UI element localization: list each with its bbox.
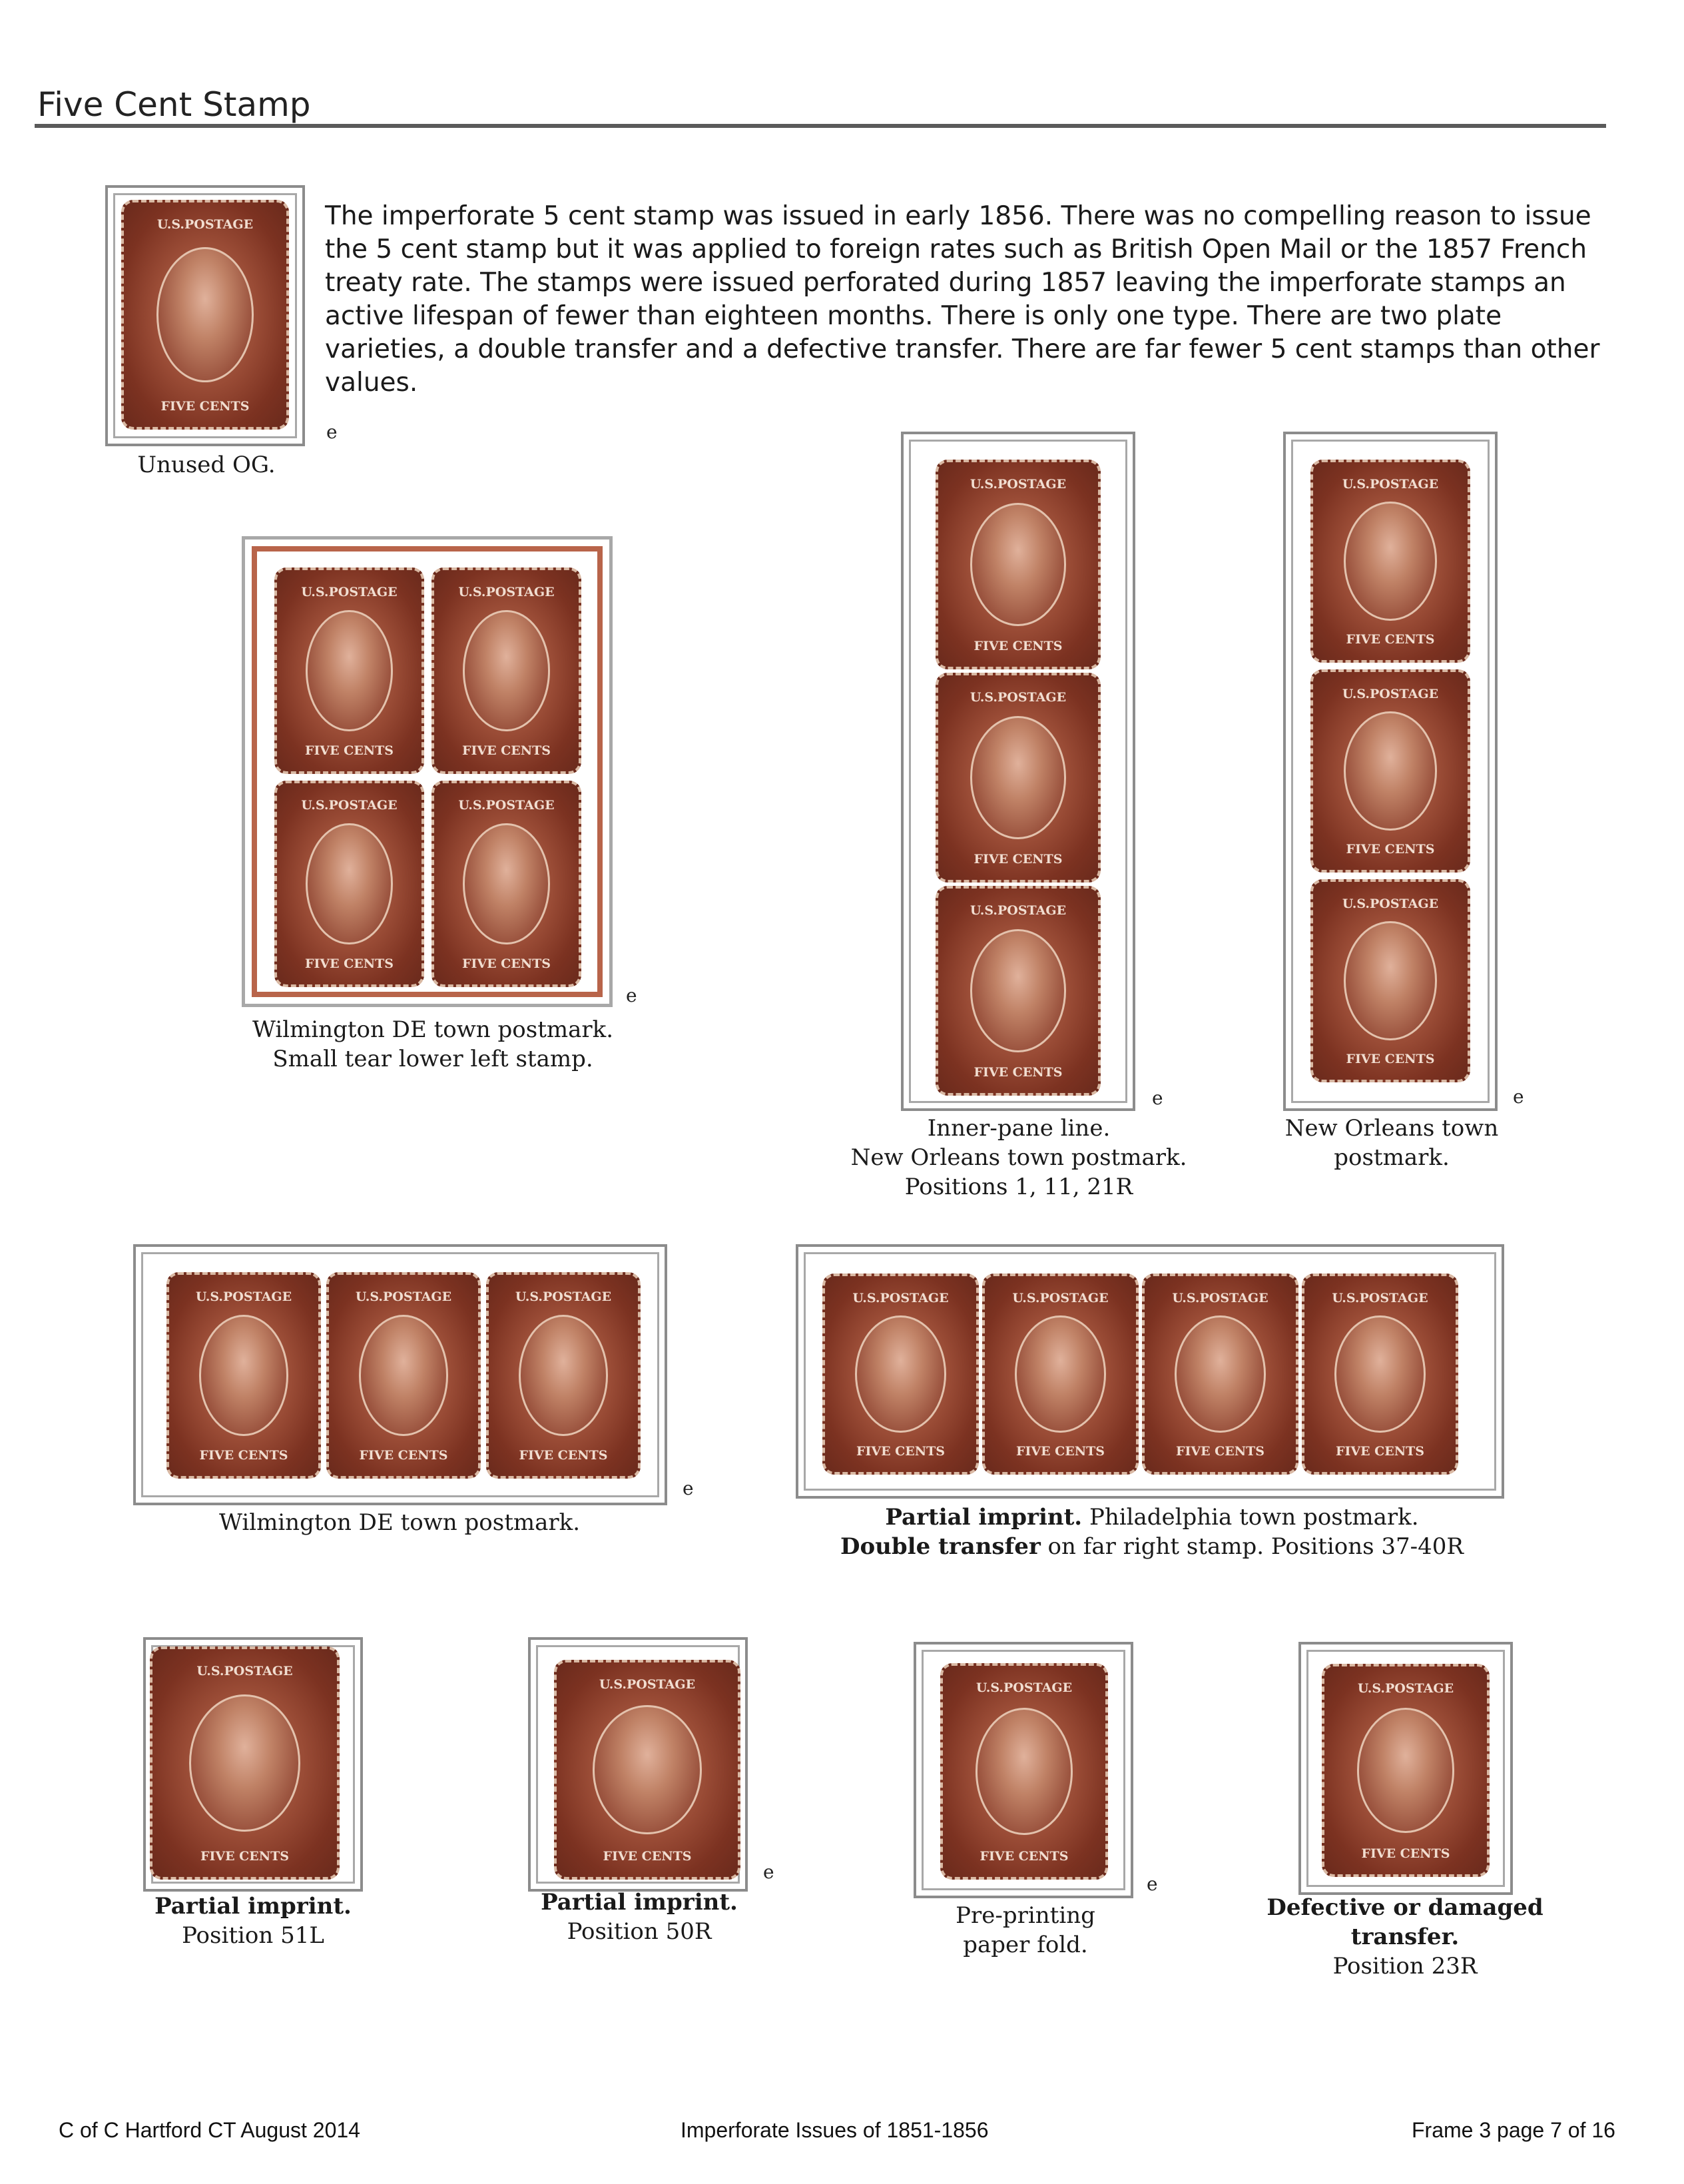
portrait-oval — [1175, 1315, 1265, 1433]
stamp-label-top: U.S.POSTAGE — [1357, 1681, 1454, 1696]
strip-phil-stamp-3 — [1142, 1274, 1298, 1475]
stamp-label-top: U.S.POSTAGE — [1012, 1291, 1109, 1305]
stamp-label-bottom: FIVE CENTS — [1346, 632, 1435, 647]
single-23r-bold2: transfer. — [1350, 1924, 1460, 1950]
stamp-label-bottom: FIVE CENTS — [974, 639, 1063, 653]
portrait-oval — [1344, 502, 1436, 620]
block-stamp-bl — [274, 781, 424, 987]
block-stamp-tl — [274, 567, 424, 774]
stamp-label-bottom: FIVE CENTS — [160, 399, 250, 414]
portrait-oval — [306, 823, 392, 944]
stamp-label-top: U.S.POSTAGE — [1342, 897, 1439, 911]
stamp-label-top: U.S.POSTAGE — [156, 217, 254, 232]
strip-inner-stamp-1 — [936, 460, 1101, 669]
stamp-label-top: U.S.POSTAGE — [970, 477, 1067, 492]
stamp-label-bottom: FIVE CENTS — [199, 1448, 288, 1463]
single-23r-stamp — [1322, 1664, 1490, 1877]
strip-phil-stamp-2 — [982, 1274, 1139, 1475]
strip-phil-caption-line1 — [786, 1503, 1518, 1532]
footer-left: C of C Hartford CT August 2014 — [59, 2118, 360, 2142]
portrait-oval — [970, 716, 1066, 839]
strip-phil-caption-line2 — [786, 1532, 1518, 1561]
stamp-label-top: U.S.POSTAGE — [195, 1289, 292, 1304]
stamp-label-bottom: FIVE CENTS — [1335, 1444, 1425, 1459]
portrait-oval — [156, 247, 254, 382]
strip-wilm-stamp-3 — [486, 1272, 641, 1479]
portrait-oval — [1334, 1315, 1425, 1433]
portrait-oval — [970, 929, 1066, 1052]
stamp-label-bottom: FIVE CENTS — [461, 743, 551, 758]
unused-caption — [100, 450, 313, 480]
single-50r-e-mark: e — [763, 1861, 774, 1883]
strip-wilm-stamp-1 — [166, 1272, 321, 1479]
stamp-label-bottom: FIVE CENTS — [603, 1849, 692, 1864]
stamp-label-bottom: FIVE CENTS — [1175, 1444, 1265, 1459]
intro-paragraph: The imperforate 5 cent stamp was issued in early 1856. There was no compelling reason to issue the 5 cent stamp but it was applied to foreign rates such as British Open Mail or the 1857 French treaty rate. The stamps were issued perforated during 1857 leaving the imperforate stamps an active lifespan of fewer than eighteen months. There is only one type. There are two plate varieties, a double transfer and a defective transfer. There are far fewer 5 cent stamps than other values. — [325, 201, 1600, 398]
single-23r-caption-line2 — [1252, 1922, 1558, 1952]
portrait-oval — [1015, 1315, 1105, 1433]
portrait-oval — [593, 1705, 701, 1834]
single-fold-stamp — [940, 1663, 1108, 1880]
strip-no-caption-line1: New Orleans town — [1284, 1115, 1499, 1142]
strip-phil-stamp-1 — [822, 1274, 979, 1475]
strip-no-caption — [1252, 1114, 1532, 1172]
strip-inner-caption-line1: Inner-pane line. — [927, 1115, 1111, 1142]
strip-wilm-caption-line1: Wilmington DE town postmark. — [218, 1509, 581, 1536]
stamp-label-bottom: FIVE CENTS — [1361, 1846, 1450, 1861]
single-51l-caption-line2: Position 51L — [182, 1922, 324, 1949]
stamp-label-bottom: FIVE CENTS — [359, 1448, 448, 1463]
stamp-label-top: U.S.POSTAGE — [458, 798, 555, 813]
block-caption-line1: Wilmington DE town postmark. — [252, 1016, 614, 1043]
strip-inner-caption-line2: New Orleans town postmark. — [850, 1144, 1187, 1171]
stamp-label-top: U.S.POSTAGE — [1342, 477, 1439, 492]
strip-phil-bold2: Double transfer — [840, 1533, 1041, 1560]
portrait-oval — [463, 610, 549, 731]
stamp-label-top: U.S.POSTAGE — [599, 1677, 696, 1692]
strip-no-e-mark: e — [1513, 1086, 1524, 1108]
single-50r-caption-line2: Position 50R — [567, 1918, 712, 1945]
stamp-label-top: U.S.POSTAGE — [852, 1291, 949, 1305]
single-51l-stamp — [150, 1646, 340, 1880]
strip-inner-e-mark: e — [1152, 1087, 1163, 1109]
stamp-label-bottom: FIVE CENTS — [1015, 1444, 1105, 1459]
strip-phil-bold1: Partial imprint. — [885, 1504, 1083, 1531]
stamp-label-bottom: FIVE CENTS — [519, 1448, 608, 1463]
single-fold-caption-line1: Pre-printing — [956, 1902, 1095, 1929]
stamp-label-bottom: FIVE CENTS — [304, 743, 394, 758]
strip-no-stamp-2 — [1310, 669, 1470, 873]
strip-inner-caption — [832, 1114, 1205, 1202]
stamp-label-top: U.S.POSTAGE — [196, 1664, 293, 1678]
portrait-oval — [199, 1315, 288, 1435]
portrait-oval — [970, 503, 1066, 625]
stamp-label-bottom: FIVE CENTS — [980, 1849, 1069, 1864]
portrait-oval — [306, 610, 392, 731]
strip-no-stamp-3 — [1310, 879, 1470, 1082]
stamp-label-bottom: FIVE CENTS — [1346, 842, 1435, 857]
stamp-label-top: U.S.POSTAGE — [976, 1680, 1073, 1695]
title-underline — [35, 124, 1606, 128]
portrait-oval — [189, 1694, 300, 1831]
single-fold-caption-line2: paper fold. — [963, 1932, 1088, 1958]
strip-no-stamp-1 — [1310, 460, 1470, 663]
strip-phil-rest2: on far right stamp. Positions 37-40R — [1040, 1533, 1464, 1560]
strip-wilm-caption — [166, 1508, 633, 1537]
single-50r-caption-line1 — [513, 1888, 766, 1917]
stamp-label-top: U.S.POSTAGE — [458, 585, 555, 599]
stamp-label-top: U.S.POSTAGE — [970, 903, 1067, 918]
stamp-label-top: U.S.POSTAGE — [355, 1289, 452, 1304]
single-51l-bold: Partial imprint. — [154, 1893, 352, 1920]
portrait-oval — [359, 1315, 448, 1435]
unused-e-mark: e — [326, 421, 338, 443]
single-23r-bold1: Defective or damaged — [1266, 1894, 1544, 1921]
portrait-oval — [463, 823, 549, 944]
block-stamp-br — [431, 781, 581, 987]
single-50r-caption — [513, 1888, 766, 1946]
block-e-mark: e — [626, 984, 637, 1006]
single-fold-e-mark: e — [1147, 1873, 1158, 1895]
single-23r-caption-line1 — [1252, 1893, 1558, 1922]
portrait-oval — [1344, 921, 1436, 1040]
stamp-label-bottom: FIVE CENTS — [974, 1065, 1063, 1080]
strip-inner-stamp-3 — [936, 886, 1101, 1096]
single-50r-bold: Partial imprint. — [541, 1889, 738, 1916]
strip-phil-stamp-4 — [1302, 1274, 1458, 1475]
stamp-label-bottom: FIVE CENTS — [304, 956, 394, 971]
stamp-label-top: U.S.POSTAGE — [515, 1289, 612, 1304]
portrait-oval — [855, 1315, 946, 1433]
stamp-label-top: U.S.POSTAGE — [301, 798, 398, 813]
page-title: Five Cent Stamp — [37, 85, 311, 124]
block-caption-line2: Small tear lower left stamp. — [272, 1046, 593, 1072]
single-23r-caption — [1252, 1893, 1558, 1981]
stamp-label-bottom: FIVE CENTS — [461, 956, 551, 971]
stamp-label-top: U.S.POSTAGE — [1332, 1291, 1428, 1305]
strip-wilm-e-mark: e — [683, 1477, 694, 1499]
portrait-oval — [976, 1708, 1073, 1834]
stamp-label-bottom: FIVE CENTS — [856, 1444, 946, 1459]
stamp-label-top: U.S.POSTAGE — [1172, 1291, 1268, 1305]
unused-caption-text: Unused OG. — [137, 452, 276, 478]
single-fold-caption — [899, 1901, 1152, 1960]
stamp-label-bottom: FIVE CENTS — [974, 852, 1063, 867]
strip-phil-caption — [786, 1503, 1518, 1561]
stamp-label-bottom: FIVE CENTS — [200, 1849, 290, 1864]
single-50r-stamp — [554, 1660, 740, 1880]
block-stamp-tr — [431, 567, 581, 774]
strip-inner-caption-line3: Positions 1, 11, 21R — [904, 1174, 1133, 1200]
footer-center: Imperforate Issues of 1851-1856 — [681, 2118, 989, 2142]
stamp-label-top: U.S.POSTAGE — [1342, 687, 1439, 701]
strip-wilm-stamp-2 — [326, 1272, 481, 1479]
strip-no-caption-line2: postmark. — [1334, 1144, 1450, 1171]
unused-stamp — [121, 200, 289, 430]
strip-phil-rest1: Philadelphia town postmark. — [1082, 1504, 1419, 1531]
portrait-oval — [519, 1315, 608, 1435]
stamp-label-bottom: FIVE CENTS — [1346, 1052, 1435, 1066]
stamp-label-top: U.S.POSTAGE — [970, 690, 1067, 705]
single-51l-caption-line1 — [127, 1892, 380, 1921]
footer-right: Frame 3 page 7 of 16 — [1412, 2118, 1615, 2142]
single-51l-caption — [127, 1892, 380, 1950]
portrait-oval — [1344, 711, 1436, 830]
single-23r-caption-line3: Position 23R — [1332, 1953, 1478, 1980]
block-caption — [200, 1015, 666, 1074]
strip-inner-stamp-2 — [936, 673, 1101, 883]
portrait-oval — [1357, 1708, 1454, 1832]
stamp-label-top: U.S.POSTAGE — [301, 585, 398, 599]
